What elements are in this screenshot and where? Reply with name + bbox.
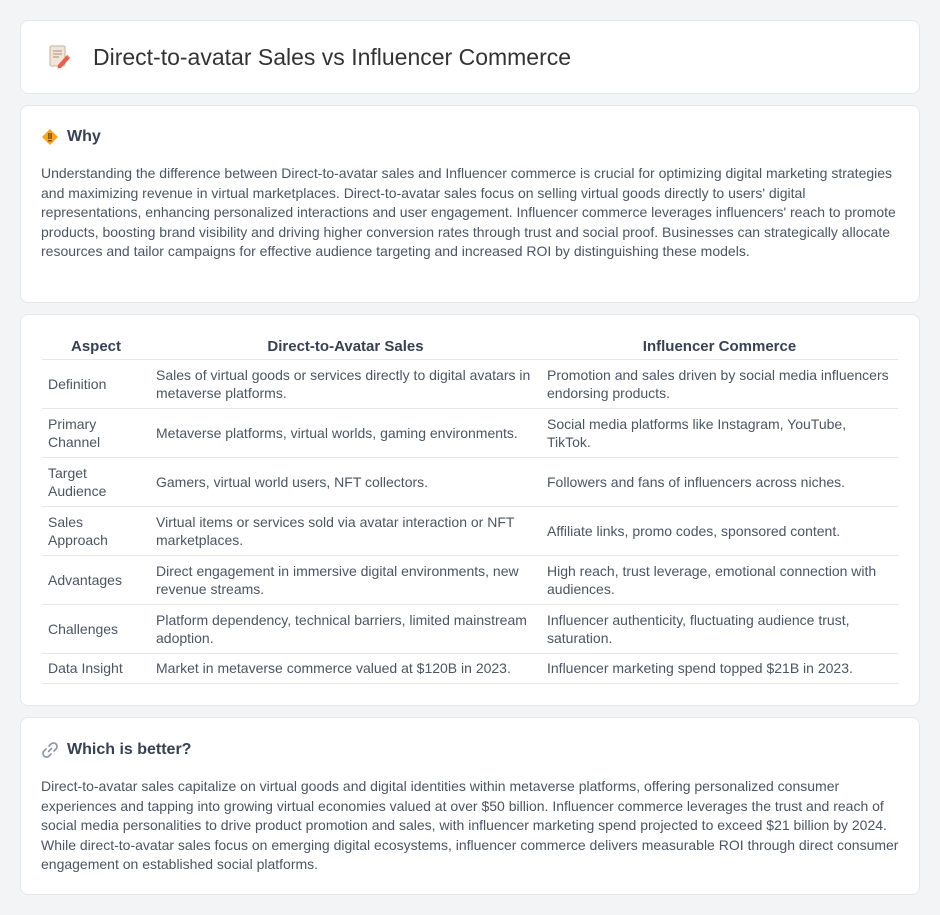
table-row bbox=[42, 653, 898, 683]
table-cell: Virtual items or services sold via avatar interaction or NFT marketplaces. bbox=[150, 506, 541, 555]
table-cell: Platform dependency, technical barriers, limited mainstream adoption. bbox=[150, 604, 541, 653]
table-cell-aspect: Advantages bbox=[42, 555, 150, 604]
table-cell: Followers and fans of influencers across niches. bbox=[541, 457, 898, 506]
table-cell: Market in metaverse commerce valued at $120B in 2023. bbox=[150, 653, 541, 683]
which-is-better-section bbox=[20, 717, 920, 895]
table-row bbox=[42, 408, 898, 457]
better-title: Which is better? bbox=[67, 741, 192, 758]
why-heading bbox=[41, 128, 899, 146]
table-cell-aspect: Challenges bbox=[42, 604, 150, 653]
table-cell: Sales of virtual goods or services directly to digital avatars in metaverse platforms. bbox=[150, 359, 541, 408]
table-cell: Influencer marketing spend topped $21B in 2023. bbox=[541, 653, 898, 683]
comparison-section bbox=[20, 314, 920, 706]
table-cell-aspect: Primary Channel bbox=[42, 408, 150, 457]
table-cell: Influencer authenticity, fluctuating audience trust, saturation. bbox=[541, 604, 898, 653]
header-card bbox=[20, 20, 920, 94]
column-header-aspect: Aspect bbox=[42, 335, 150, 359]
table-cell: Social media platforms like Instagram, YouTube, TikTok. bbox=[541, 408, 898, 457]
link-icon bbox=[41, 741, 59, 759]
table-cell-aspect: Data Insight bbox=[42, 653, 150, 683]
table-cell-aspect: Sales Approach bbox=[42, 506, 150, 555]
table-row bbox=[42, 555, 898, 604]
document-pencil-icon bbox=[45, 43, 73, 71]
column-header-direct-to-avatar: Direct-to-Avatar Sales bbox=[150, 335, 541, 359]
table-cell: Gamers, virtual world users, NFT collectors. bbox=[150, 457, 541, 506]
table-cell-aspect: Definition bbox=[42, 359, 150, 408]
table-row bbox=[42, 506, 898, 555]
why-body: Understanding the difference between Direct-to-avatar sales and Influencer commerce is crucial for optimizing digital marketing strategies and maximizing revenue in virtual marketplaces. Direct-to-avatar sales focus on selling virtual goods directly to users' digital representations, enhancing personalized interactions and user engagement. Influencer commerce leverages influencers' reach to promote products, boosting brand visibility and driving higher conversion rates through trust and social proof. Businesses can strategically allocate resources and tailor campaigns for effective audience targeting and increased ROI by distinguishing these models. bbox=[41, 165, 896, 259]
table-cell: Affiliate links, promo codes, sponsored content. bbox=[541, 506, 898, 555]
table-cell: Metaverse platforms, virtual worlds, gaming environments. bbox=[150, 408, 541, 457]
table-row bbox=[42, 359, 898, 408]
better-heading bbox=[41, 741, 899, 759]
why-title: Why bbox=[67, 128, 101, 145]
table-cell: Promotion and sales driven by social media influencers endorsing products. bbox=[541, 359, 898, 408]
comparison-table bbox=[42, 335, 898, 684]
table-row bbox=[42, 604, 898, 653]
table-cell-aspect: Target Audience bbox=[42, 457, 150, 506]
table-header-row bbox=[42, 335, 898, 359]
column-header-influencer: Influencer Commerce bbox=[541, 335, 898, 359]
diamond-warning-icon bbox=[41, 128, 59, 146]
table-row bbox=[42, 457, 898, 506]
table-cell: Direct engagement in immersive digital environments, new revenue streams. bbox=[150, 555, 541, 604]
table-cell: High reach, trust leverage, emotional connection with audiences. bbox=[541, 555, 898, 604]
why-section bbox=[20, 105, 920, 303]
better-body: Direct-to-avatar sales capitalize on virtual goods and digital identities within metaverse platforms, offering personalized consumer experiences and tapping into growing virtual economies valued at over $50 billion. Influencer commerce leverages the trust and reach of social media personalities to drive product promotion and sales, with influencer marketing spend projected to exceed $21 billion by 2024. While direct-to-avatar sales focus on emerging digital ecosystems, influencer commerce delivers measurable ROI through direct consumer engagement on established social platforms. bbox=[41, 778, 899, 872]
page-title: Direct-to-avatar Sales vs Influencer Commerce bbox=[93, 43, 572, 70]
